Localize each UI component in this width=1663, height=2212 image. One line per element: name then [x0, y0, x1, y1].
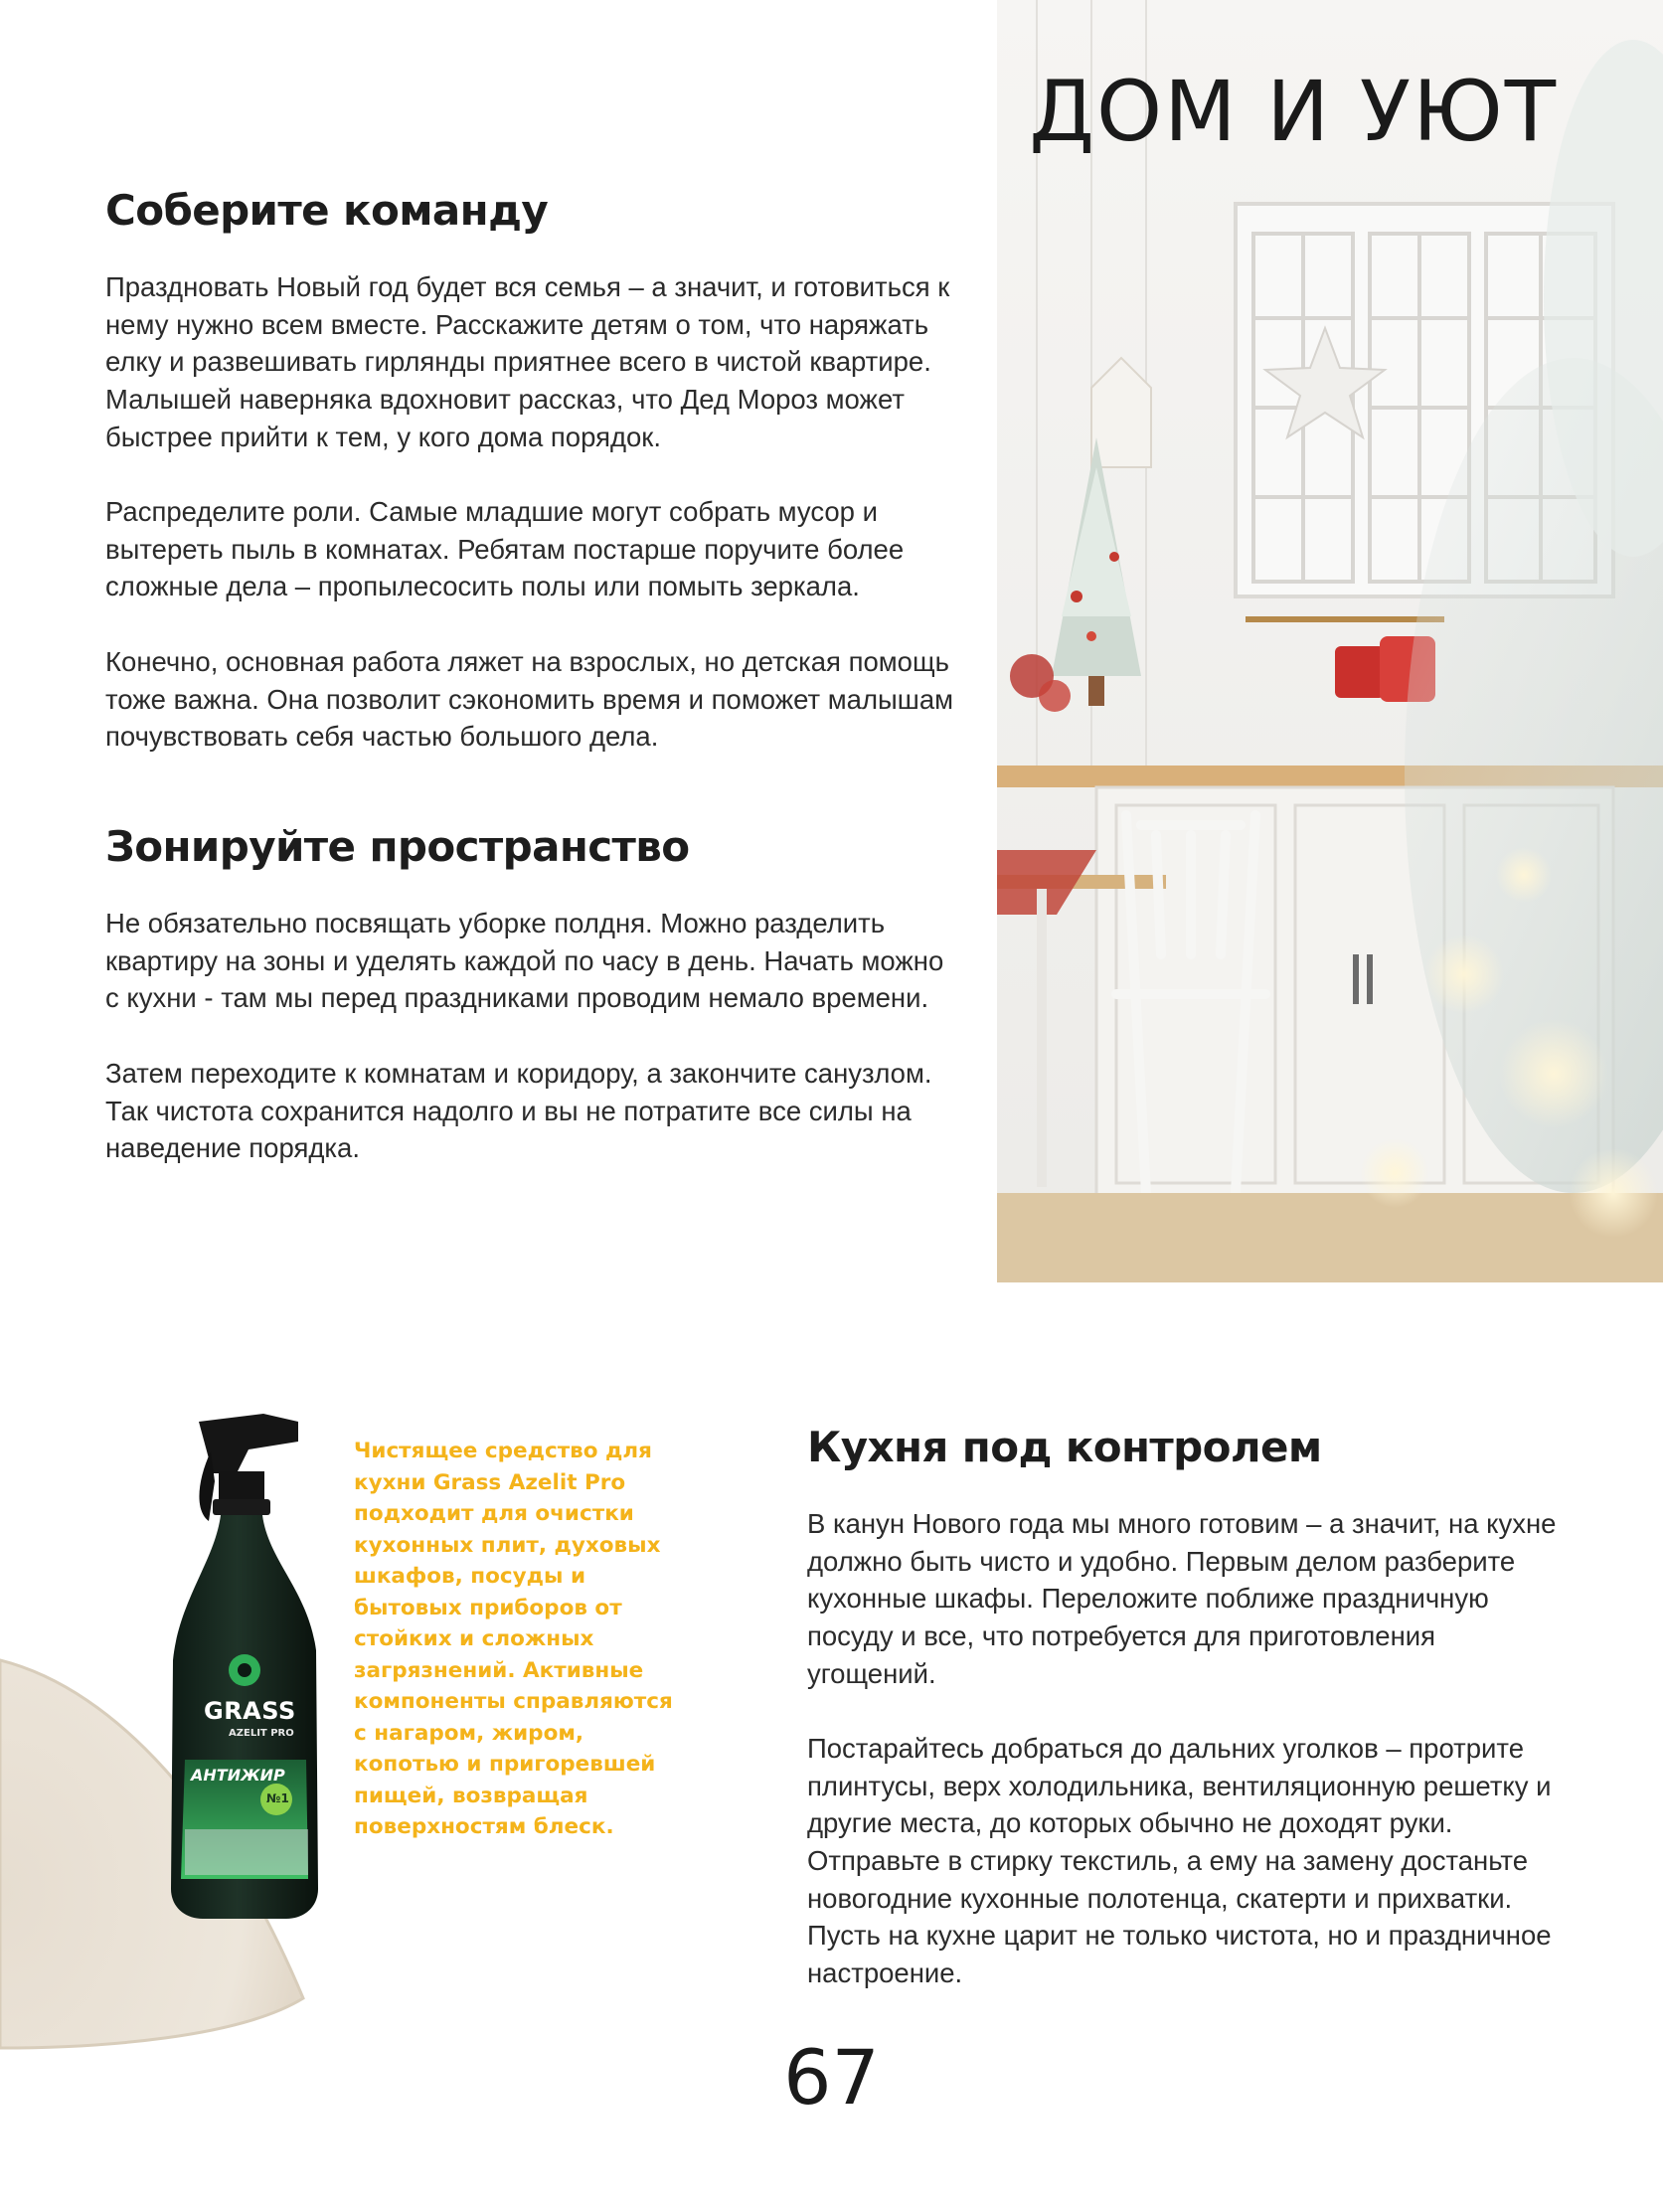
product-brand: GRASS: [204, 1697, 296, 1725]
page-number: 67: [783, 2033, 880, 2122]
paragraph: Постарайтесь добраться до дальних уголков – протрите плинтусы, верх холодильника, вентиляционную решетку и другие места, до которых обычно не доходят руки. Отправьте в стирку текстиль, а ему на замену достаньте новогодние кухонные полотенца, скатерти и прихватки. Пусть на кухне царит не только чистота, но и праздничное настроение.: [807, 1733, 1552, 1988]
product-line: AZELIT PRO: [229, 1728, 294, 1739]
right-column: [807, 1424, 1563, 2029]
product-name: АНТИЖИР: [191, 1766, 285, 1785]
section-heading: Зонируйте пространство: [105, 821, 690, 871]
paragraph: Затем переходите к комнатам и коридору, а закончите санузлом. Так чистота сохранится надолго и вы не потратите все силы на наведение порядка.: [105, 1057, 932, 1164]
kitchen-photo: [997, 0, 1663, 1282]
left-column: [105, 187, 960, 1205]
kitchen-illustration: [997, 0, 1663, 1282]
paragraph: Праздновать Новый год будет вся семья – а значит, и готовиться к нему нужно всем вместе. Расскажите детям о том, что наряжать елку и развешивать гирлянды приятнее всего в чистой квартире. Малышей наверняка вдохновит рассказ, что Дед Мороз может быстрее прийти к тем, у кого дома порядок.: [105, 271, 950, 452]
paragraph: В канун Нового года мы много готовим – а значит, на кухне должно быть чисто и удобно. Первым делом разберите кухонные шкафы. Переложите поближе праздничную посуду и все, что потребуется для приготовления угощений.: [807, 1508, 1557, 1689]
product-badge: №1: [266, 1791, 289, 1805]
section-tag: ДОМ И УЮТ: [1029, 63, 1558, 160]
section-heading: Кухня под контролем: [807, 1423, 1322, 1471]
paragraph: Не обязательно посвящать уборке полдня. Можно разделить квартиру на зоны и уделять каждой по часу в день. Начать можно с кухни - там мы перед праздниками проводим немало времени.: [105, 908, 944, 1014]
paragraph: Конечно, основная работа ляжет на взрослых, но детская помощь тоже важна. Она позволит сэкономить время и поможет малышам почувствовать себя частью большого дела.: [105, 646, 954, 753]
section-heading: Соберите команду: [105, 186, 549, 235]
section-gap: [105, 793, 960, 823]
product-promo-text: Чистящее средство для кухни Grass Azelit Pro подходит для очистки кухонных плит, духовых шкафов, посуды и бытовых приборов от стойких и сложных загрязнений. Активные компоненты справляются с нагаром, жиром, копотью и пригоревшей пищей, возвращая поверхностям блеск.: [354, 1439, 673, 1839]
grass-logo-icon: [229, 1654, 260, 1686]
paragraph: Распределите роли. Самые младшие могут собрать мусор и вытереть пыль в комнатах. Ребятам постарше поручите более сложные дела – пропылесосить полы или помыть зеркала.: [105, 496, 905, 602]
